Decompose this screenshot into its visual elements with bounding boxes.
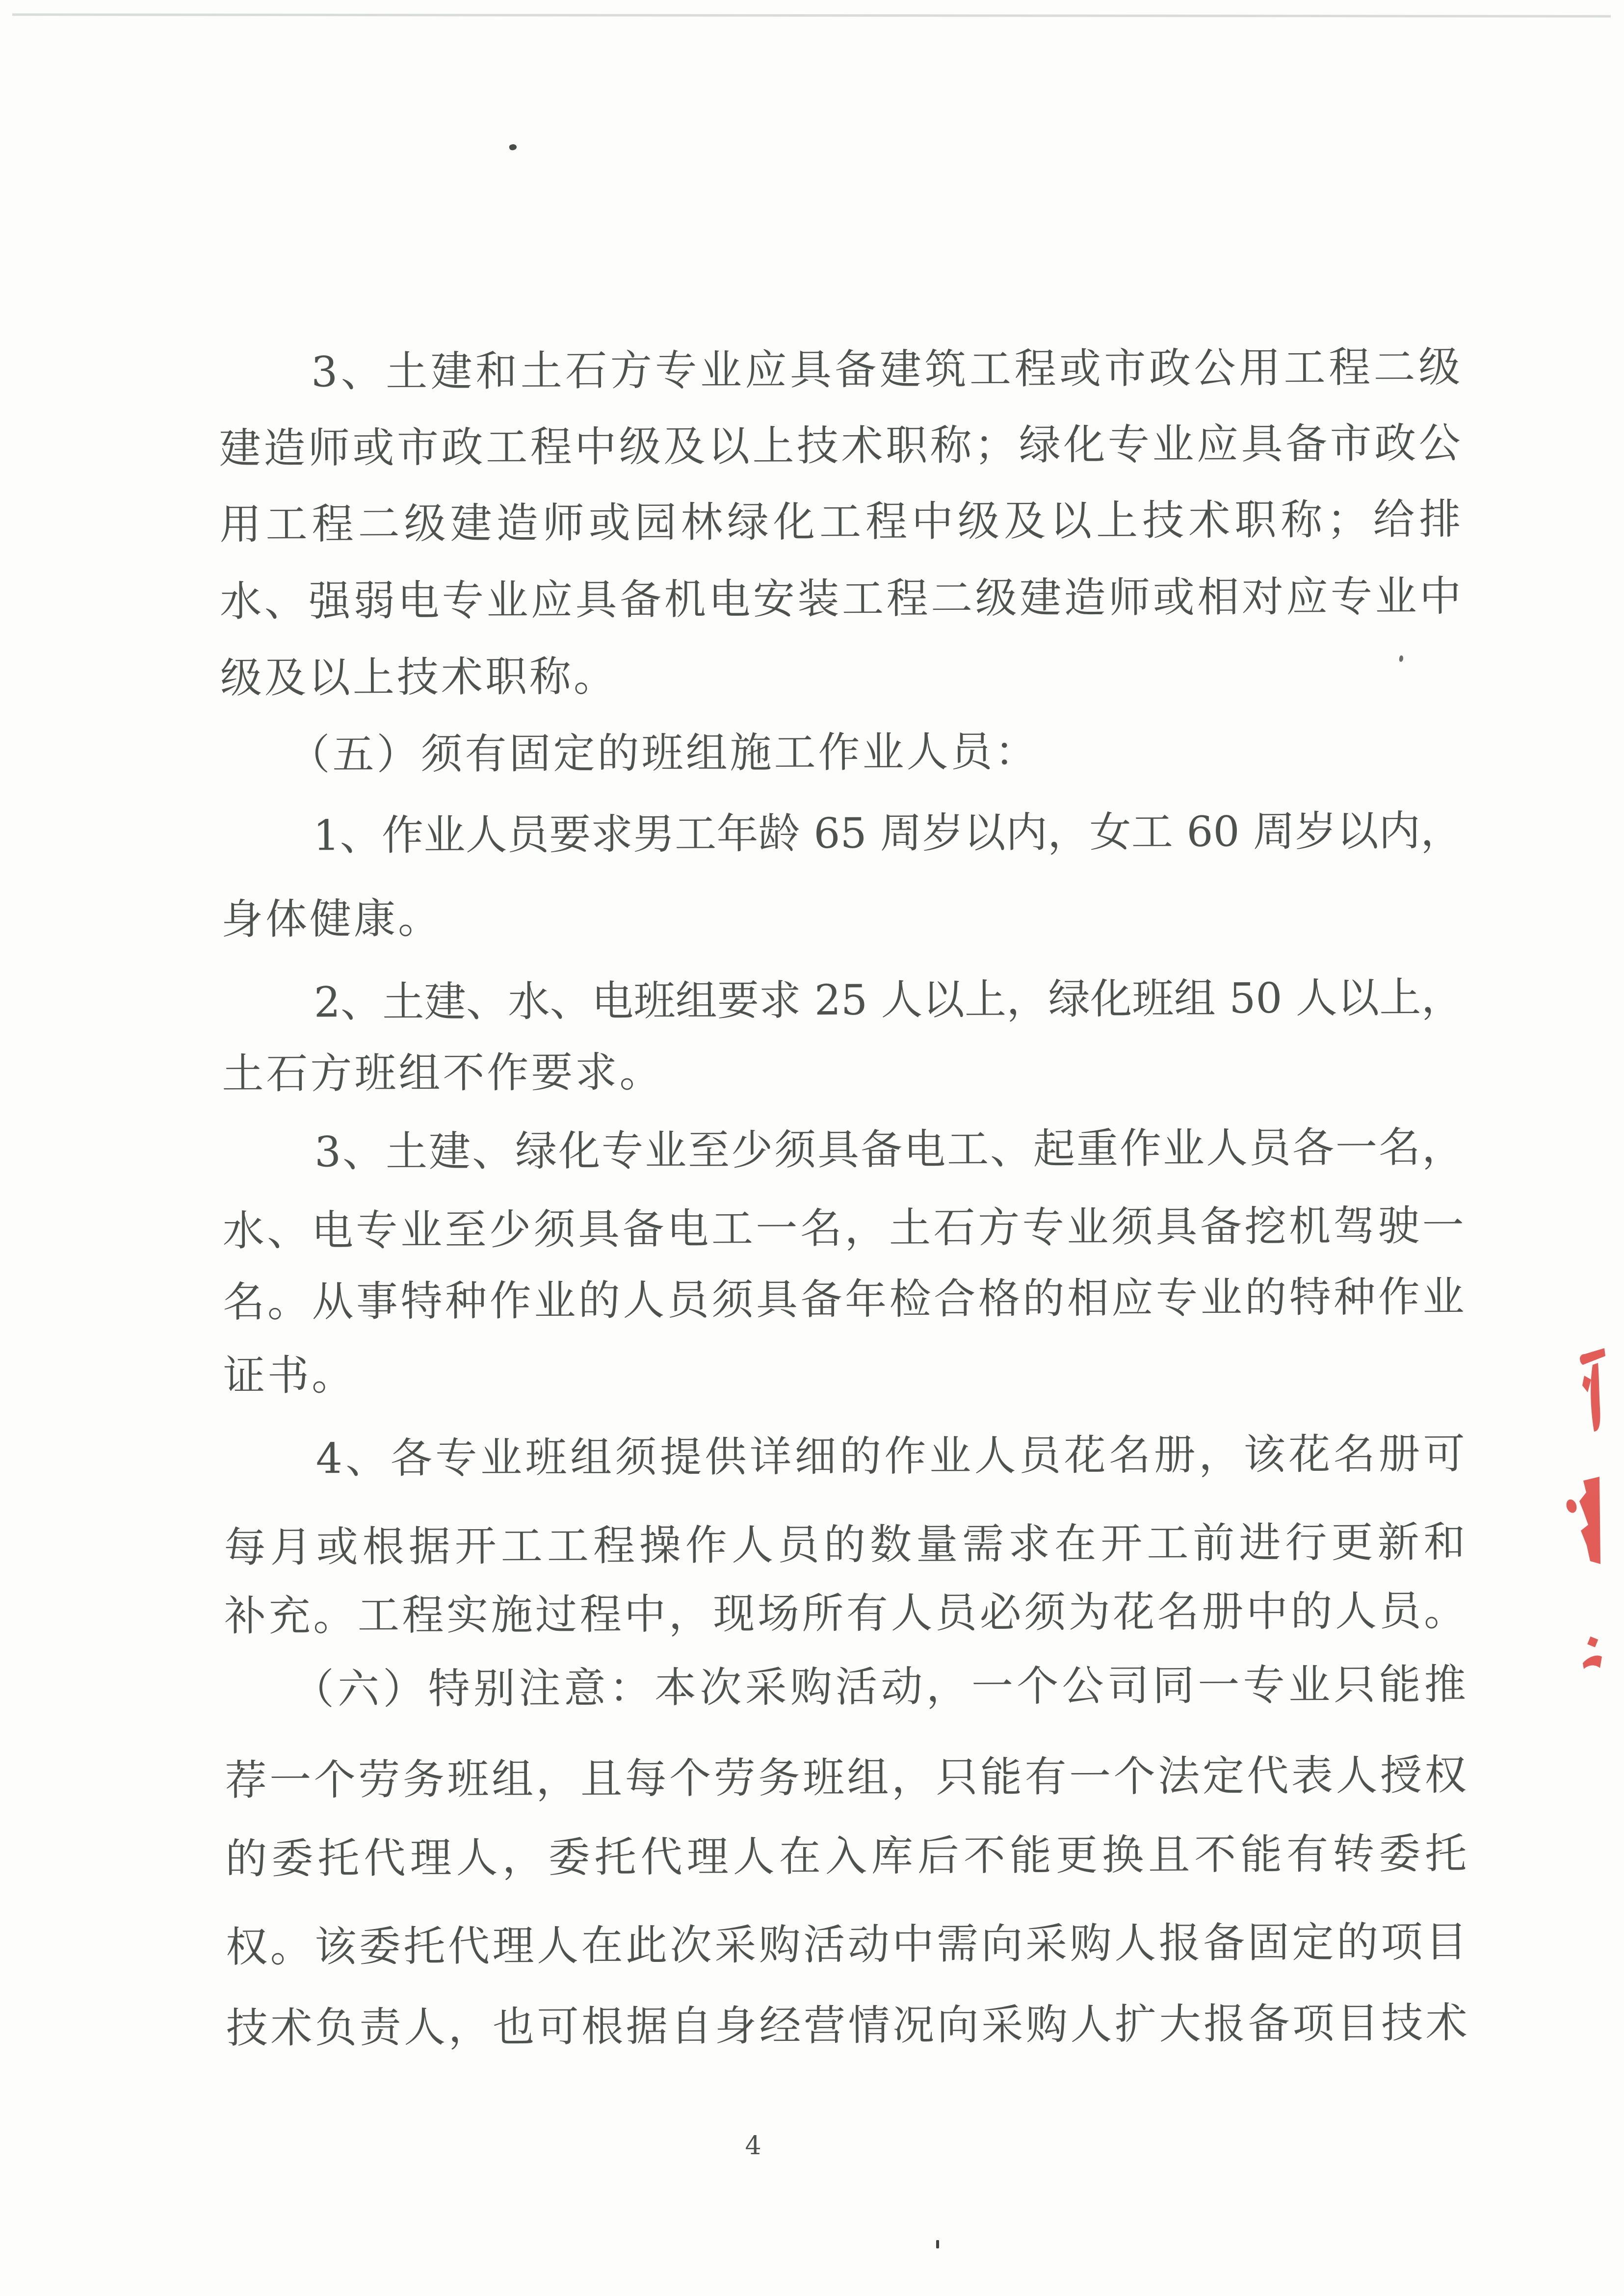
doc-line: （六）特别注意：本次采购活动，一个公司同一专业只能推 — [292, 1660, 1467, 1714]
doc-line: 水、强弱电专业应具备机电安装工程二级建造师或相对应专业中 — [219, 572, 1462, 626]
doc-line: 补充。工程实施过程中，现场所有人员必须为花名册中的人员。 — [224, 1587, 1466, 1641]
doc-line: 土石方班组不作要求。 — [222, 1048, 664, 1099]
doc-line: 技术负责人，也可根据自身经营情况向采购人扩大报备项目技术 — [226, 1999, 1468, 2053]
doc-line: 2、土建、水、电班组要求 25 人以上，绿化班组 50 人以上， — [314, 973, 1463, 1027]
doc-line: 身体健康。 — [221, 894, 443, 944]
doc-line: 荐一个劳务班组，且每个劳务班组，只能有一个法定代表人授权 — [225, 1751, 1467, 1805]
doc-line: 用工程二级建造师或园林绿化工程中级及以上技术职称；给排 — [219, 495, 1461, 549]
doc-line: 每月或根据开工工程操作人员的数量需求在开工前进行更新和 — [224, 1518, 1466, 1572]
doc-line: 证书。 — [223, 1351, 356, 1401]
red-stamp-fragment-icon — [1555, 1334, 1624, 1678]
doc-line: 级及以上技术职称。 — [220, 652, 618, 703]
doc-line: 1、作业人员要求男工年龄 65 周岁以内，女工 60 周岁以内， — [313, 807, 1463, 861]
page-number: 4 — [745, 2131, 761, 2161]
doc-line: 水、电专业至少须具备电工一名，土石方专业须具备挖机驾驶一 — [222, 1201, 1464, 1256]
doc-line: 名。从事特种作业的人员须具备年检合格的相应专业的特种作业 — [223, 1273, 1465, 1327]
doc-line: 3、土建、绿化专业至少须具备电工、起重作业人员各一名， — [314, 1123, 1464, 1177]
doc-line: （五）须有固定的班组施工作业人员： — [288, 727, 1039, 780]
ink-speck — [936, 2240, 939, 2248]
doc-line: 4、各专业班组须提供详细的作业人员花名册，该花名册可 — [315, 1430, 1465, 1484]
doc-line: 权。该委托代理人在此次采购活动中需向采购人报备固定的项目 — [225, 1918, 1467, 1972]
doc-line: 3、土建和土石方专业应具备建筑工程或市政公用工程二级 — [311, 343, 1461, 397]
doc-line: 的委托代理人，委托代理人在入库后不能更换且不能有转委托 — [225, 1829, 1467, 1884]
doc-line: 建造师或市政工程中级及以上技术职称；绿化专业应具备市政公 — [219, 419, 1461, 473]
